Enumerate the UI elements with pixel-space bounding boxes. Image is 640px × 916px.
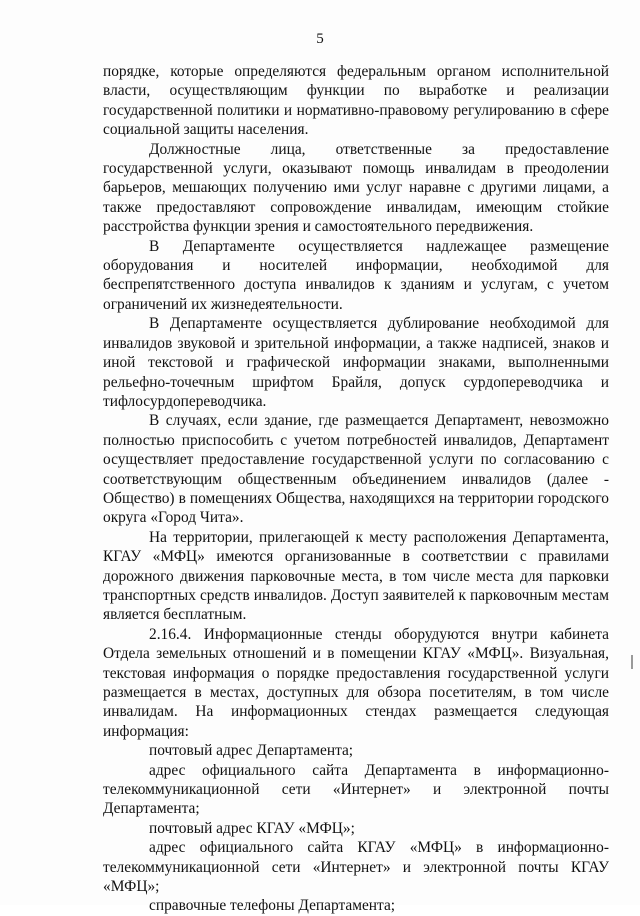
paragraph-2: Должностные лица, ответственные за предоставление государственной услуги, оказывают помощь инвалидам в преодолении барьеров, мешающих получению ими услуг наравне с другими лицами, а также предоставляют сопровождение инвалидам, имеющим стойкие расстройства функции зрения и самостоятельного передвижения. — [103, 140, 609, 236]
paragraph-1: порядке, которые определяются федеральным органом исполнительной власти, осуществляющим функции по выработке и реализации государственной политики и нормативно-правовому регулированию в сфере социальной защиты населения. — [103, 63, 609, 139]
paragraph-7: 2.16.4. Информационные стенды оборудуются внутри кабинета Отдела земельных отношений и в помещении КГАУ «МФЦ». Визуальная, текстовая информация о порядке предоставления государственной услуги размещается в местах, доступных для обзора посетителям, в том числе инвалидам. На информационных стендах размещается следующая информация: — [103, 625, 609, 740]
page-number: 5 — [316, 31, 324, 47]
document-body — [103, 62, 609, 916]
paragraph-4: В Департаменте осуществляется дублирование необходимой для инвалидов звуковой и зрительной информации, а также надписей, знаков и иной текстовой и графической информации знаками, выполненными рельефно-точечным шрифтом Брайля, допуск сурдопереводчика и тифлосурдопереводчика. — [103, 315, 609, 410]
paragraph-5: В случаях, если здание, где размещается Департамент, невозможно полностью приспособить с учетом потребностей инвалидов, Департамент осуществляет предоставление государственной услуги по согласованию с соответствующим общественным объединением инвалидов (далее - Общество) в помещениях Общества, находящихся на территории городского округа «Город Чита». — [103, 412, 609, 527]
paragraph-3: В Департаменте осуществляется надлежащее размещение оборудования и носителей информации, необходимой для беспрепятственного доступа инвалидов к зданиям и услугам, с учетом ограничений их жизнедеятельности. — [103, 237, 609, 313]
list-item-postal-address-department: почтовый адрес Департамента; — [149, 742, 354, 760]
list-item-postal-address-mfc: почтовый адрес КГАУ «МФЦ»; — [149, 819, 355, 837]
scan-margin-mark — [631, 655, 633, 669]
list-item-phones-department: справочные телефоны Департамента; — [149, 897, 396, 915]
paragraph-6: На территории, прилегающей к месту расположения Департамента, КГАУ «МФЦ» имеются организованные в соответствии с правилами дорожного движения парковочные места, в том числе места для парковки транспортных средств инвалидов. Доступ заявителей к парковочным местам является бесплатным. — [103, 528, 609, 624]
list-item-website-department: адрес официального сайта Департамента в информационно-телекоммуникационной сети «Интернет» и электронной почты Департамента; — [103, 761, 609, 818]
list-item-website-mfc: адрес официального сайта КГАУ «МФЦ» в информационно-телекоммуникационной сети «Интернет» и электронной почты КГАУ «МФЦ»; — [103, 839, 609, 896]
